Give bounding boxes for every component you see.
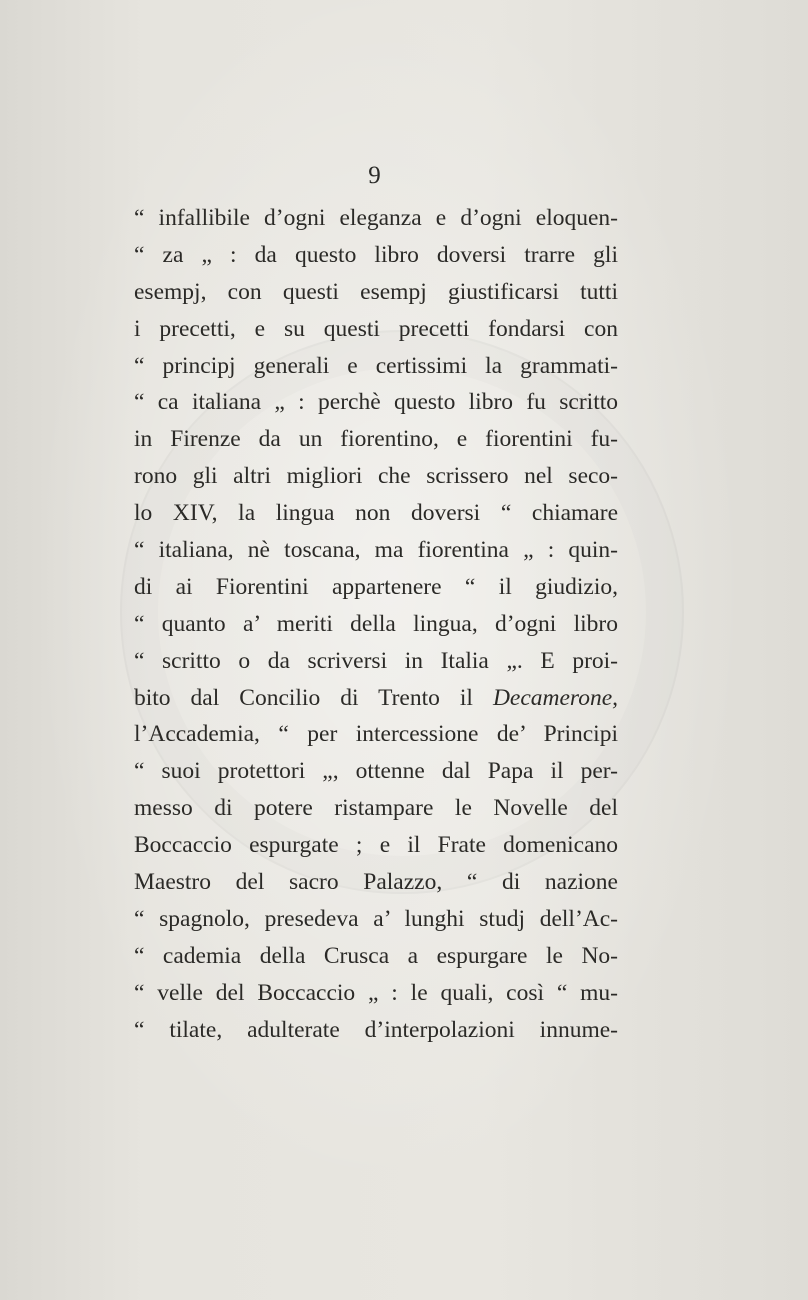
text-line: “ velle del Boccaccio „ : le quali, così “ mu- — [134, 979, 618, 1006]
text-line: “ infallibile d’ogni eleganza e d’ogni eloquen- — [134, 205, 618, 231]
text-line: “ quanto a’ meriti della lingua, d’ogni libro — [134, 610, 618, 637]
body-text — [134, 200, 618, 1048]
text-line-segment: bito dal Concilio di Trento il — [134, 684, 493, 711]
book-title-decamerone: Decamerone, — [492, 684, 618, 711]
text-line: “ cademia della Crusca a espurgare le No- — [134, 942, 618, 969]
text-line: “ suoi protettori „, ottenne dal Papa il per- — [134, 758, 618, 785]
text-line: “ tilate, adulterate d’interpolazioni innume- — [134, 1016, 618, 1043]
text-line: “ italiana, nè toscana, ma fiorentina „ : quin- — [134, 537, 618, 564]
page-number: 9 — [368, 162, 382, 189]
text-line: “ za „ : da questo libro doversi trarre gli — [134, 241, 618, 268]
text-line: di ai Fiorentini appartenere “ il giudizio, — [134, 573, 618, 600]
text-line: lo XIV, la lingua non doversi “ chiamare — [134, 500, 618, 527]
text-line-with-title — [134, 680, 618, 717]
text-line: Maestro del sacro Palazzo, “ di nazione — [134, 869, 618, 896]
text-line: messo di potere ristampare le Novelle del — [134, 795, 618, 822]
text-line: “ spagnolo, presedeva a’ lunghi studj dell’Ac- — [134, 905, 618, 932]
text-line: i precetti, e su questi precetti fondarsi con — [134, 315, 618, 342]
text-line: in Firenze da un fiorentino, e fiorentini fu- — [134, 426, 618, 453]
text-line: “ scritto o da scriversi in Italia „. E proi- — [134, 647, 618, 674]
text-line: “ principj generali e certissimi la grammati- — [134, 352, 618, 379]
text-line: rono gli altri migliori che scrissero nel seco- — [134, 463, 618, 490]
text-line: Boccaccio espurgate ; e il Frate domenicano — [134, 832, 618, 859]
text-line: esempj, con questi esempj giustificarsi tutti — [134, 278, 618, 305]
text-line: l’Accademia, “ per intercessione de’ Principi — [134, 721, 618, 748]
text-line: “ ca italiana „ : perchè questo libro fu scritto — [134, 389, 618, 416]
